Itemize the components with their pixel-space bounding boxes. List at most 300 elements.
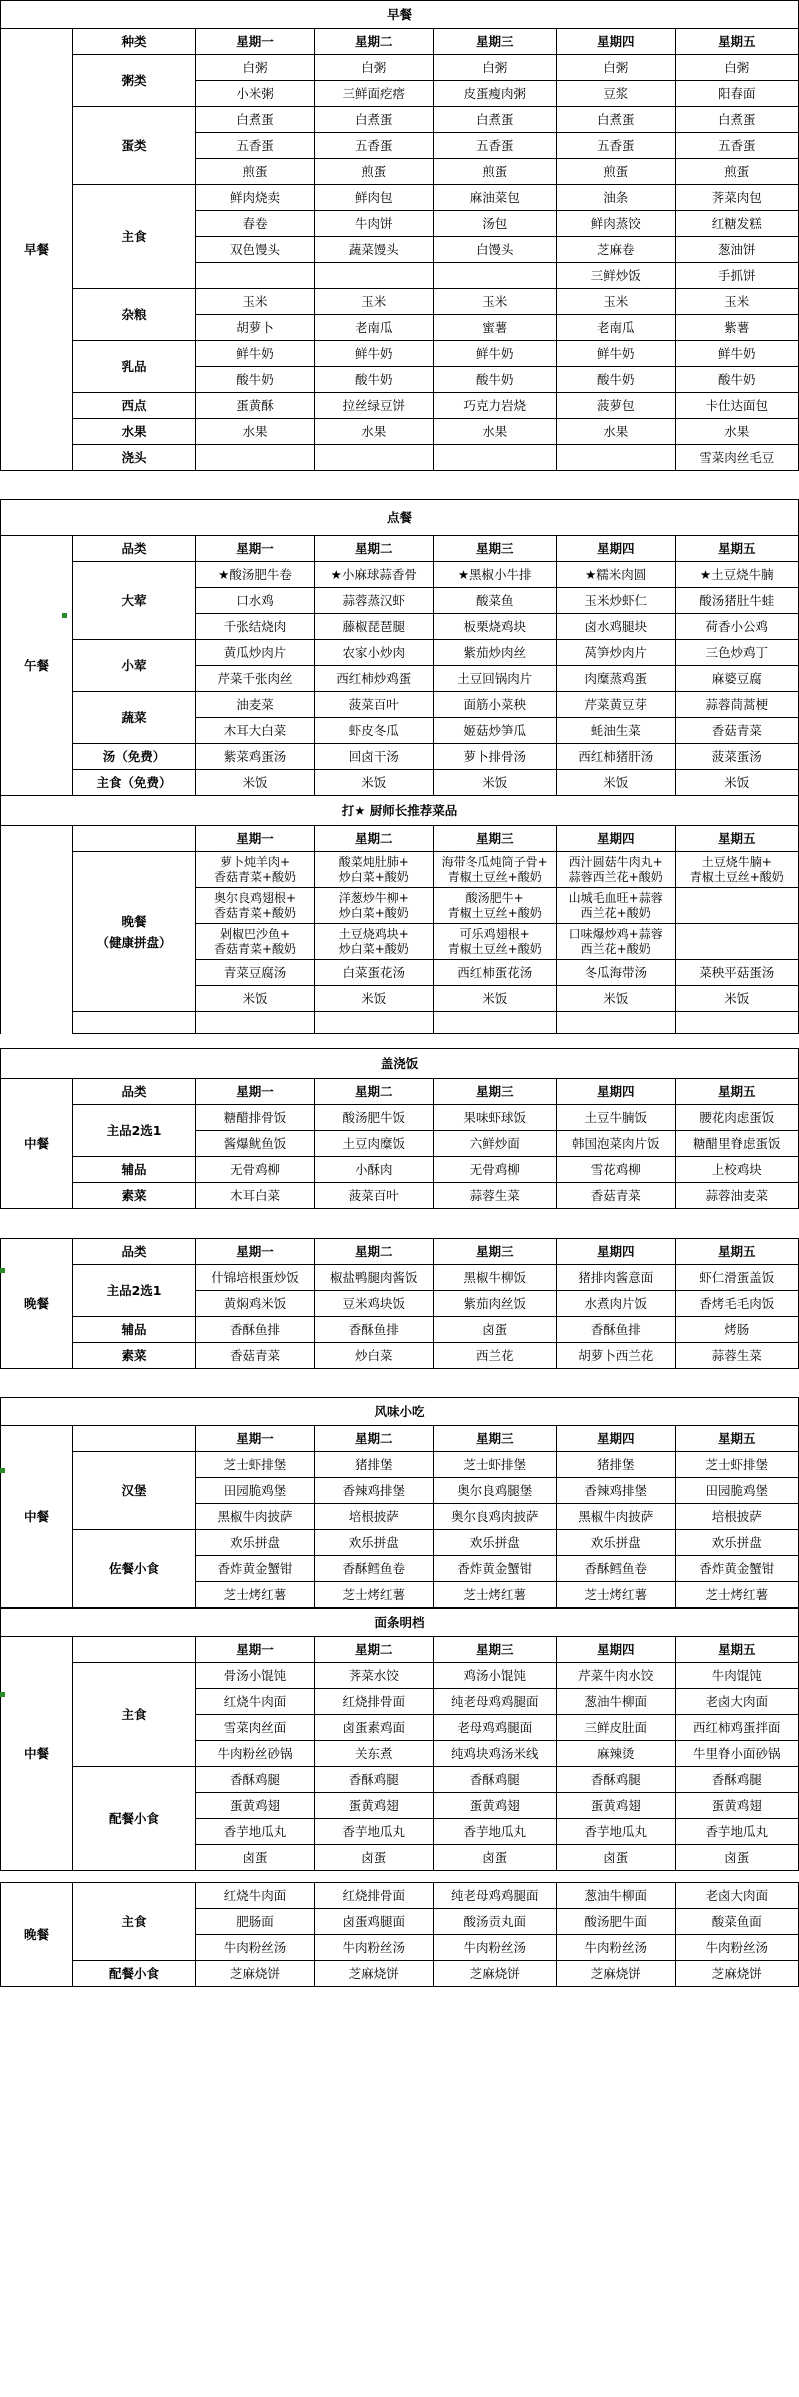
dish-cell: 雪菜肉丝面 (196, 1715, 315, 1741)
dish-cell: 水果 (675, 419, 798, 445)
dish-cell: 蛋黄鸡翅 (556, 1793, 675, 1819)
dish-cell: 奥尔良鸡肉披萨 (433, 1504, 556, 1530)
dish-cell: 香酥鸡腿 (314, 1767, 433, 1793)
dish-cell: 米饭 (314, 986, 433, 1012)
day-header: 星期三 (433, 536, 556, 562)
dinner-plate-label (72, 852, 195, 1012)
dish-cell: 西红柿蛋花汤 (433, 960, 556, 986)
dish-cell: 骨汤小馄饨 (196, 1663, 315, 1689)
blank-cell (196, 1012, 315, 1034)
dish-cell: 酸牛奶 (433, 367, 556, 393)
dish-cell: 冬瓜海带汤 (556, 960, 675, 986)
day-header: 星期二 (314, 1637, 433, 1663)
dish-cell: 葱油牛柳面 (556, 1689, 675, 1715)
dish-cell: 西红柿猪肝汤 (556, 744, 675, 770)
dish-cell: 油麦菜 (196, 692, 315, 718)
dish-cell: 鲜牛奶 (433, 341, 556, 367)
dish-cell: 煎蛋 (675, 159, 798, 185)
dish-cell: 芝士烤红薯 (675, 1582, 798, 1608)
dish-cell: 白煮蛋 (556, 107, 675, 133)
dish-cell: 雪花鸡柳 (556, 1157, 675, 1183)
dish-cell: 韩国泡菜肉片饭 (556, 1131, 675, 1157)
dish-cell: 香炸黄金蟹钳 (433, 1556, 556, 1582)
dish-cell: 香酥鸡腿 (196, 1767, 315, 1793)
dish-cell: 牛肉饼 (314, 211, 433, 237)
dish-cell: 玉米炒虾仁 (556, 588, 675, 614)
dish-cell: 香酥鸡腿 (556, 1767, 675, 1793)
dish-cell: ★土豆烧牛腩 (675, 562, 798, 588)
dish-cell: 芹菜千张肉丝 (196, 666, 315, 692)
dish-cell: 洋葱炒牛柳+ 炒白菜+酸奶 (314, 888, 433, 924)
dish-cell: 蒜蓉生菜 (433, 1183, 556, 1209)
dish-cell: 酸菜鱼 (433, 588, 556, 614)
dish-cell: 三色炒鸡丁 (675, 640, 798, 666)
day-header: 星期四 (556, 536, 675, 562)
dish-cell: 酸汤猪肚牛蛙 (675, 588, 798, 614)
dish-cell: 卤蛋 (675, 1845, 798, 1871)
category-header: 品类 (72, 1079, 195, 1105)
meal-label: 中餐 (1, 1637, 73, 1871)
day-header: 星期三 (433, 826, 556, 852)
dish-cell: 西汁圆菇牛肉丸+ 蒜蓉西兰花+酸奶 (556, 852, 675, 888)
dish-cell: 煎蛋 (556, 159, 675, 185)
corner-mark (62, 613, 67, 618)
blank-cell (72, 1426, 195, 1452)
dish-cell: 纯老母鸡鸡腿面 (433, 1883, 556, 1909)
dish-cell: 白煮蛋 (314, 107, 433, 133)
dish-cell: 虾皮冬瓜 (314, 718, 433, 744)
dish-cell: 酸汤肥牛面 (556, 1909, 675, 1935)
dish-cell: 卤蛋 (556, 1845, 675, 1871)
dish-cell: 芝麻卷 (556, 237, 675, 263)
day-header: 星期五 (675, 826, 798, 852)
day-header: 星期五 (675, 1079, 798, 1105)
category-label: 佐餐小食 (72, 1530, 195, 1608)
dish-cell: 麻婆豆腐 (675, 666, 798, 692)
dish-cell: 鸡汤小馄饨 (433, 1663, 556, 1689)
dish-cell: 红烧排骨面 (314, 1689, 433, 1715)
dish-cell: 米饭 (675, 986, 798, 1012)
dish-cell: 香辣鸡排堡 (556, 1478, 675, 1504)
dish-cell (314, 263, 433, 289)
dish-cell: 虾仁滑蛋盖饭 (675, 1265, 798, 1291)
dish-cell: 香酥鱼排 (556, 1317, 675, 1343)
dish-cell: 荠菜肉包 (675, 185, 798, 211)
meal-label-dinner-healthy (1, 826, 73, 1034)
dish-cell: 米饭 (556, 770, 675, 796)
dish-cell: 香酥鱼排 (196, 1317, 315, 1343)
category-header: 种类 (72, 29, 195, 55)
category-label: 蛋类 (72, 107, 195, 185)
side-label: 辅品 (72, 1317, 195, 1343)
dish-cell: 什锦培根蛋炒饭 (196, 1265, 315, 1291)
dish-cell: 鲜牛奶 (675, 341, 798, 367)
day-header: 星期一 (196, 1637, 315, 1663)
dish-cell: 西红柿鸡蛋拌面 (675, 1715, 798, 1741)
dish-cell: 米饭 (675, 770, 798, 796)
dish-cell: 上校鸡块 (675, 1157, 798, 1183)
dish-cell: 手抓饼 (675, 263, 798, 289)
dish-cell: 鲜牛奶 (314, 341, 433, 367)
dish-cell: 卤蛋 (196, 1845, 315, 1871)
dish-cell: 芝士虾排堡 (196, 1452, 315, 1478)
dish-cell: 麻辣烫 (556, 1741, 675, 1767)
dish-cell: 鲜肉蒸饺 (556, 211, 675, 237)
dish-cell: 腰花肉虑蛋饭 (675, 1105, 798, 1131)
dish-cell: 果味虾球饭 (433, 1105, 556, 1131)
dish-cell: 农家小炒肉 (314, 640, 433, 666)
dish-cell: 葱油牛柳面 (556, 1883, 675, 1909)
dish-cell: 六鲜炒面 (433, 1131, 556, 1157)
dish-cell: 蛋黄鸡翅 (314, 1793, 433, 1819)
corner-mark (0, 1268, 5, 1273)
section-title-noodles: 面条明档 (1, 1609, 799, 1637)
dish-cell: 紫薯 (675, 315, 798, 341)
dish-cell: 香芋地瓜丸 (675, 1819, 798, 1845)
category-label: 主食 (72, 1883, 195, 1961)
dish-cell: 水果 (196, 419, 315, 445)
dish-cell: 黄瓜炒肉片 (196, 640, 315, 666)
dish-cell: 老南瓜 (314, 315, 433, 341)
dish-cell: 卤蛋素鸡面 (314, 1715, 433, 1741)
dish-cell: 水果 (314, 419, 433, 445)
blank-cell (556, 1012, 675, 1034)
dish-cell: 板栗烧鸡块 (433, 614, 556, 640)
veg-label: 素菜 (72, 1183, 195, 1209)
dish-cell: 白菜蛋花汤 (314, 960, 433, 986)
dish-cell: 小酥肉 (314, 1157, 433, 1183)
dish-cell: 水果 (556, 419, 675, 445)
dish-cell: 白粥 (433, 55, 556, 81)
category-label: 蔬菜 (72, 692, 195, 744)
dish-cell: 蛋黄鸡翅 (196, 1793, 315, 1819)
chef-recommend-title: 打★ 厨师长推荐菜品 (1, 796, 799, 826)
dish-cell: 酸牛奶 (314, 367, 433, 393)
day-header: 星期三 (433, 1426, 556, 1452)
dish-cell (675, 924, 798, 960)
dish-cell: 芝麻烧饼 (433, 1961, 556, 1987)
dish-cell: 蛋黄鸡翅 (433, 1793, 556, 1819)
dish-cell: 牛肉粉丝汤 (314, 1935, 433, 1961)
dish-cell: 玉米 (314, 289, 433, 315)
dish-cell: 酸菜鱼面 (675, 1909, 798, 1935)
dish-cell: 面筋小菜秧 (433, 692, 556, 718)
dish-cell: 土豆烧鸡块+ 炒白菜+酸奶 (314, 924, 433, 960)
day-header: 星期五 (675, 29, 798, 55)
dish-cell: 老母鸡鸡腿面 (433, 1715, 556, 1741)
dish-cell: 鲜牛奶 (196, 341, 315, 367)
dish-cell: 萝卜排骨汤 (433, 744, 556, 770)
dish-cell: 口水鸡 (196, 588, 315, 614)
dish-cell: 回卤干汤 (314, 744, 433, 770)
dish-cell: 白粥 (556, 55, 675, 81)
day-header: 星期二 (314, 826, 433, 852)
dish-cell: 麻油菜包 (433, 185, 556, 211)
dish-cell: 胡萝卜西兰花 (556, 1343, 675, 1369)
day-header: 星期五 (675, 536, 798, 562)
dish-cell: 香芋地瓜丸 (314, 1819, 433, 1845)
dish-cell: 荷香小公鸡 (675, 614, 798, 640)
dish-cell: 莴笋炒肉片 (556, 640, 675, 666)
dish-cell: 巧克力岩烧 (433, 393, 556, 419)
blank-cell (314, 1012, 433, 1034)
dish-cell: 米饭 (196, 986, 315, 1012)
dish-cell: 香烤毛毛肉饭 (675, 1291, 798, 1317)
blank-row (1, 1209, 799, 1239)
dish-cell: 米饭 (556, 986, 675, 1012)
dish-cell: 菠菜百叶 (314, 692, 433, 718)
day-header: 星期二 (314, 1079, 433, 1105)
dish-cell: 五香蛋 (196, 133, 315, 159)
dish-cell: 黑椒牛柳饭 (433, 1265, 556, 1291)
dish-cell: 小米粥 (196, 81, 315, 107)
category-label: 粥类 (72, 55, 195, 107)
category-label: 配餐小食 (72, 1961, 195, 1987)
dish-cell: 卤蛋鸡腿面 (314, 1909, 433, 1935)
meal-label-lunch: 中餐 (1, 1426, 73, 1608)
dish-cell: 剁椒巴沙鱼+ 香菇青菜+酸奶 (196, 924, 315, 960)
dish-cell: 香菇青菜 (556, 1183, 675, 1209)
dish-cell: 蒜蓉茼蒿梗 (675, 692, 798, 718)
section-title-snacks: 风味小吃 (1, 1398, 799, 1426)
dish-cell: 香酥鸡腿 (433, 1767, 556, 1793)
dish-cell: 糖醋里脊虑蛋饭 (675, 1131, 798, 1157)
dish-cell: 油条 (556, 185, 675, 211)
dish-cell: 卡仕达面包 (675, 393, 798, 419)
dish-cell: 五香蛋 (433, 133, 556, 159)
dish-cell: 海带冬瓜炖筒子骨+ 青椒土豆丝+酸奶 (433, 852, 556, 888)
meal-label-lunch: 午餐 (1, 536, 73, 796)
dish-cell: 山城毛血旺+蒜蓉 西兰花+酸奶 (556, 888, 675, 924)
day-header: 星期一 (196, 1079, 315, 1105)
dish-cell: 芝士烤红薯 (556, 1582, 675, 1608)
dish-cell: 香辣鸡排堡 (314, 1478, 433, 1504)
dish-cell: 三鲜皮肚面 (556, 1715, 675, 1741)
day-header: 星期五 (675, 1239, 798, 1265)
dish-cell (556, 445, 675, 471)
dish-cell: 蒜蓉蒸汉虾 (314, 588, 433, 614)
dish-cell: 猪排堡 (556, 1452, 675, 1478)
day-header: 星期一 (196, 1239, 315, 1265)
meal-label: 中餐 (1, 1079, 73, 1209)
dish-cell: 紫茄炒肉丝 (433, 640, 556, 666)
dish-cell: 欢乐拼盘 (556, 1530, 675, 1556)
dish-cell: 菠菜蛋汤 (675, 744, 798, 770)
dish-cell: 豆米鸡块饭 (314, 1291, 433, 1317)
dish-cell (675, 888, 798, 924)
day-header: 星期四 (556, 1079, 675, 1105)
dish-cell: 酸汤肥牛+ 青椒土豆丝+酸奶 (433, 888, 556, 924)
dish-cell: 蛋黄鸡翅 (675, 1793, 798, 1819)
dish-cell: 香炸黄金蟹钳 (196, 1556, 315, 1582)
dish-cell: 萝卜炖羊肉+ 香菇青菜+酸奶 (196, 852, 315, 888)
dish-cell: 双色馒头 (196, 237, 315, 263)
dish-cell (196, 263, 315, 289)
day-header: 星期三 (433, 1637, 556, 1663)
dish-cell (314, 445, 433, 471)
dish-cell: 酸菜炖肚肺+ 炒白菜+酸奶 (314, 852, 433, 888)
day-header: 星期二 (314, 1239, 433, 1265)
main-choice-label: 主品2选1 (72, 1265, 195, 1317)
blank-row (1, 1871, 799, 1883)
category-label: 杂粮 (72, 289, 195, 341)
dish-cell: 猪排肉酱意面 (556, 1265, 675, 1291)
dish-cell: 红烧牛肉面 (196, 1689, 315, 1715)
dish-cell: 酱爆鱿鱼饭 (196, 1131, 315, 1157)
dinner-sublabel: （健康拼盘） (96, 934, 172, 950)
dish-cell: 水果 (433, 419, 556, 445)
dish-cell: 牛肉粉丝汤 (556, 1935, 675, 1961)
dish-cell: 香酥鳕鱼卷 (556, 1556, 675, 1582)
dish-cell: 奥尔良鸡腿堡 (433, 1478, 556, 1504)
day-header: 星期三 (433, 1239, 556, 1265)
dish-cell: 关东煮 (314, 1741, 433, 1767)
dish-cell: 纯鸡块鸡汤米线 (433, 1741, 556, 1767)
dish-cell: 蜜薯 (433, 315, 556, 341)
dish-cell: 芝麻烧饼 (314, 1961, 433, 1987)
dish-cell: 玉米 (556, 289, 675, 315)
dish-cell: 欢乐拼盘 (196, 1530, 315, 1556)
dish-cell: 土豆回锅肉片 (433, 666, 556, 692)
dish-cell: 米饭 (196, 770, 315, 796)
dish-cell: 香芋地瓜丸 (556, 1819, 675, 1845)
dish-cell (196, 445, 315, 471)
dish-cell: 芝麻烧饼 (196, 1961, 315, 1987)
dish-cell: 菠萝包 (556, 393, 675, 419)
dish-cell: 芝士烤红薯 (433, 1582, 556, 1608)
category-label: 西点 (72, 393, 195, 419)
dish-cell: 汤包 (433, 211, 556, 237)
dish-cell: 荠菜水饺 (314, 1663, 433, 1689)
dish-cell: 米饭 (314, 770, 433, 796)
dish-cell: 阳春面 (675, 81, 798, 107)
dish-cell: 椒盐鸭腿肉酱饭 (314, 1265, 433, 1291)
category-label: 小荤 (72, 640, 195, 692)
day-header: 星期一 (196, 1426, 315, 1452)
category-label: 配餐小食 (72, 1767, 195, 1871)
dish-cell: 芹菜牛肉水饺 (556, 1663, 675, 1689)
day-header: 星期一 (196, 29, 315, 55)
dish-cell: 红烧排骨面 (314, 1883, 433, 1909)
dish-cell: 黑椒牛肉披萨 (556, 1504, 675, 1530)
dish-cell: 欢乐拼盘 (675, 1530, 798, 1556)
dish-cell: 千张结烧肉 (196, 614, 315, 640)
dish-cell: 玉米 (675, 289, 798, 315)
dinner-label: 晚餐 (121, 913, 147, 929)
dish-cell: 酸牛奶 (196, 367, 315, 393)
dish-cell: 田园脆鸡堡 (675, 1478, 798, 1504)
dish-cell: 三鲜面疙瘩 (314, 81, 433, 107)
day-header: 星期一 (196, 536, 315, 562)
dish-cell: 蔬菜馒头 (314, 237, 433, 263)
day-header: 星期一 (196, 826, 315, 852)
dish-cell: 白煮蛋 (433, 107, 556, 133)
dish-cell: 芝麻烧饼 (675, 1961, 798, 1987)
dish-cell (433, 445, 556, 471)
day-header: 星期五 (675, 1426, 798, 1452)
dish-cell: 糖醋排骨饭 (196, 1105, 315, 1131)
dish-cell: 皮蛋瘦肉粥 (433, 81, 556, 107)
dish-cell: 白粥 (196, 55, 315, 81)
dish-cell: 芝士虾排堡 (433, 1452, 556, 1478)
dish-cell: 芹菜黄豆芽 (556, 692, 675, 718)
dish-cell: 白煮蛋 (196, 107, 315, 133)
dish-cell: 酸汤贡丸面 (433, 1909, 556, 1935)
dish-cell: 猪排堡 (314, 1452, 433, 1478)
dish-cell: 芝士虾排堡 (675, 1452, 798, 1478)
dish-cell: 肉糜蒸鸡蛋 (556, 666, 675, 692)
dish-cell: 西兰花 (433, 1343, 556, 1369)
day-header: 星期二 (314, 29, 433, 55)
dish-cell: 培根披萨 (675, 1504, 798, 1530)
dish-cell: 土豆肉糜饭 (314, 1131, 433, 1157)
dish-cell: 老卤大肉面 (675, 1883, 798, 1909)
veg-label: 素菜 (72, 1343, 195, 1369)
dish-cell: 牛肉馄饨 (675, 1663, 798, 1689)
dish-cell: 木耳白菜 (196, 1183, 315, 1209)
dish-cell: 五香蛋 (314, 133, 433, 159)
dish-cell: 卤蛋 (314, 1845, 433, 1871)
dish-cell: 五香蛋 (556, 133, 675, 159)
dish-cell: 欢乐拼盘 (314, 1530, 433, 1556)
dish-cell: 白粥 (314, 55, 433, 81)
dish-cell: 姬菇炒笋瓜 (433, 718, 556, 744)
category-label: 水果 (72, 419, 195, 445)
day-header: 星期四 (556, 826, 675, 852)
dish-cell: 香菇青菜 (675, 718, 798, 744)
dish-cell: 酸牛奶 (675, 367, 798, 393)
staple-label: 主食（免费） (72, 770, 195, 796)
dish-cell: 烤肠 (675, 1317, 798, 1343)
dish-cell: 藤椒琵琶腿 (314, 614, 433, 640)
dish-cell: 蛋黄酥 (196, 393, 315, 419)
blank-cell (72, 826, 195, 852)
dish-cell: 白粥 (675, 55, 798, 81)
blank-cell (72, 1637, 195, 1663)
dish-cell: 香酥鳕鱼卷 (314, 1556, 433, 1582)
dish-cell: 木耳大白菜 (196, 718, 315, 744)
meal-label-breakfast: 早餐 (1, 29, 73, 471)
dish-cell: 牛肉粉丝汤 (675, 1935, 798, 1961)
dish-cell: 煎蛋 (196, 159, 315, 185)
dish-cell: 鲜肉烧卖 (196, 185, 315, 211)
dish-cell: 紫茄肉丝饭 (433, 1291, 556, 1317)
dish-cell: 芝士烤红薯 (196, 1582, 315, 1608)
dish-cell: 春卷 (196, 211, 315, 237)
dish-cell: 口味爆炒鸡+蒜蓉 西兰花+酸奶 (556, 924, 675, 960)
dish-cell: 炒白菜 (314, 1343, 433, 1369)
dish-cell: 蒜蓉油麦菜 (675, 1183, 798, 1209)
day-header: 星期三 (433, 1079, 556, 1105)
dish-cell: 香芋地瓜丸 (433, 1819, 556, 1845)
dish-cell: 三鲜炒饭 (556, 263, 675, 289)
dish-cell: 煎蛋 (433, 159, 556, 185)
dish-cell: 米饭 (433, 986, 556, 1012)
dish-cell: 牛肉粉丝汤 (433, 1935, 556, 1961)
dish-cell: 无骨鸡柳 (196, 1157, 315, 1183)
day-header: 星期二 (314, 1426, 433, 1452)
dish-cell: 豆浆 (556, 81, 675, 107)
dish-cell: 欢乐拼盘 (433, 1530, 556, 1556)
dish-cell: 香酥鱼排 (314, 1317, 433, 1343)
dish-cell: 紫菜鸡蛋汤 (196, 744, 315, 770)
dish-cell: 鲜牛奶 (556, 341, 675, 367)
day-header: 星期三 (433, 29, 556, 55)
dish-cell: 卤蛋 (433, 1845, 556, 1871)
dish-cell: 水煮肉片饭 (556, 1291, 675, 1317)
dish-cell: 老南瓜 (556, 315, 675, 341)
dish-cell: 可乐鸡翅根+ 青椒土豆丝+酸奶 (433, 924, 556, 960)
